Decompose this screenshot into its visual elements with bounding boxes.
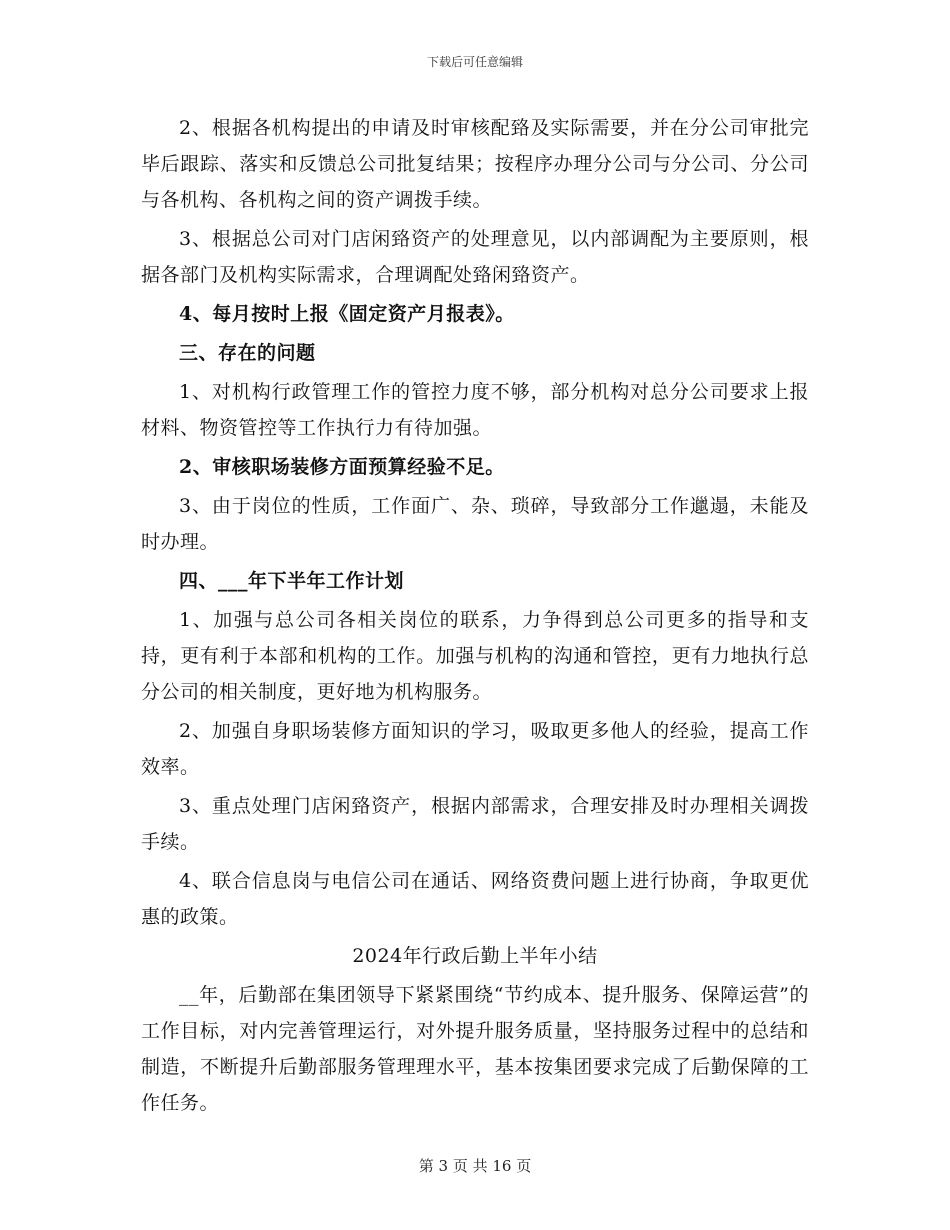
document-body	[141, 110, 809, 1124]
page-header: 下载后可任意编辑	[426, 55, 523, 69]
paragraph: 4、每月按时上报《固定资产月报表》。	[179, 303, 515, 325]
paragraph: 2、加强自身职场装修方面知识的学习，吸取更多他人的经验，提高工作效率。	[141, 720, 809, 778]
paragraph: 2、根据各机构提出的申请及时审核配臵及实际需要，并在分公司审批完毕后跟踪、落实和反馈总公司批复结果；按程序办理分公司与分公司、分公司与各机构、各机构之间的资产调拨手续。	[141, 117, 809, 211]
page-number: 第 3 页 共 16 页	[418, 1157, 532, 1175]
paragraph: __年，后勤部在集团领导下紧紧围绕“节约成本、提升服务、保障运营”的工作目标，对内完善管理运行，对外提升服务质量，坚持服务过程中的总结和制造，不断提升后勤部服务管理理水平，基本按集团要求完成了后勤保障的工作任务。	[141, 984, 809, 1114]
document-title: 2024年行政后勤上半年小结	[352, 945, 598, 967]
paragraph: 1、对机构行政管理工作的管控力度不够，部分机构对总分公司要求上报材料、物资管控等工作执行力有待加强。	[141, 381, 809, 439]
paragraph: 3、重点处理门店闲臵资产，根据内部需求，合理安排及时办理相关调拨手续。	[141, 795, 809, 853]
paragraph: 3、根据总公司对门店闲臵资产的处理意见，以内部调配为主要原则，根据各部门及机构实际需求，合理调配处臵闲臵资产。	[141, 228, 809, 286]
paragraph: 1、加强与总公司各相关岗位的联系，力争得到总公司更多的指导和支持，更有利于本部和机构的工作。加强与机构的沟通和管控，更有力地执行总分公司的相关制度，更好地为机构服务。	[141, 609, 809, 703]
section-heading: 四、___年下半年工作计划	[179, 570, 405, 592]
paragraph: 4、联合信息岗与电信公司在通话、网络资费问题上进行协商，争取更优惠的政策。	[141, 870, 809, 928]
section-heading: 三、存在的问题	[179, 342, 316, 364]
paragraph: 3、由于岗位的性质，工作面广、杂、琐碎，导致部分工作邋遢，未能及时办理。	[141, 495, 809, 553]
paragraph: 2、审核职场装修方面预算经验不足。	[179, 456, 505, 478]
